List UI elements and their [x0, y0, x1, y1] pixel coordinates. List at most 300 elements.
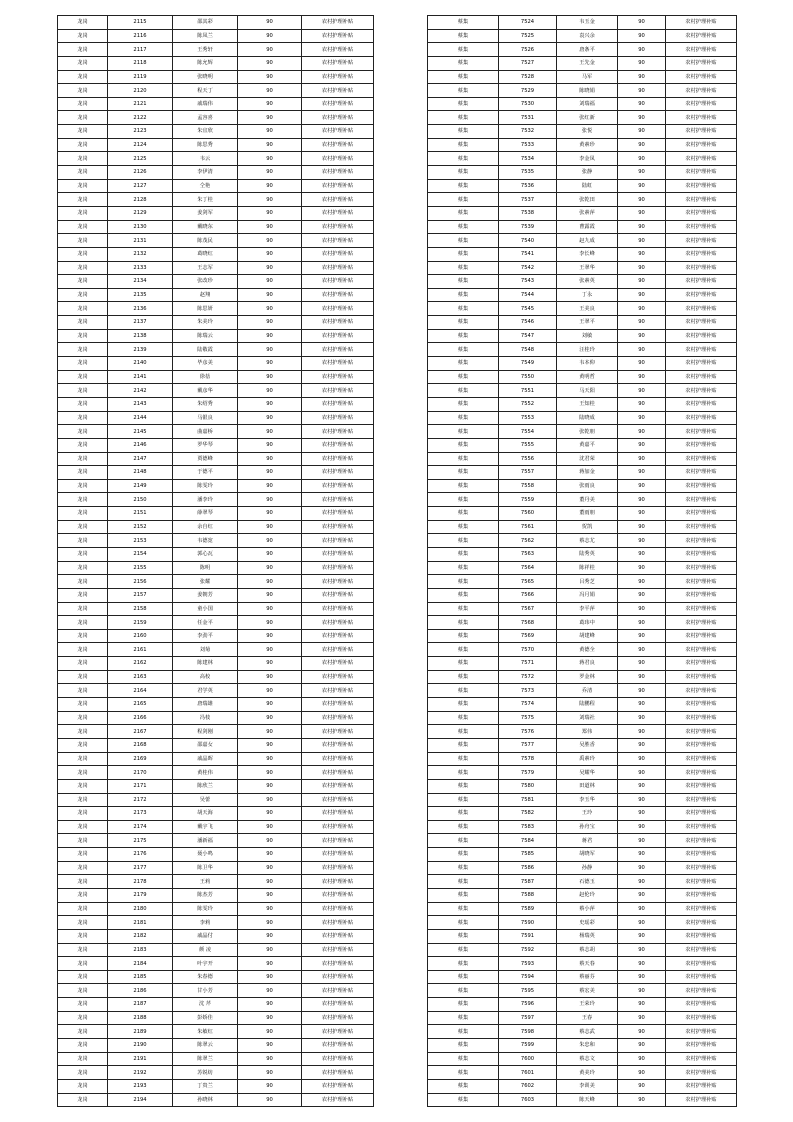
- number-cell: 2185: [108, 970, 173, 984]
- amount-cell: 90: [618, 70, 666, 84]
- name-cell: 王知桂: [557, 397, 618, 411]
- number-cell: 2184: [108, 957, 173, 971]
- amount-cell: 90: [238, 357, 302, 371]
- amount-cell: 90: [618, 1066, 666, 1080]
- town-cell: 蔡集: [428, 902, 499, 916]
- subsidy-type-cell: 农村护理补贴: [302, 397, 374, 411]
- subsidy-type-cell: 农村护理补贴: [666, 1039, 737, 1053]
- number-cell: 7534: [499, 152, 557, 166]
- amount-cell: 90: [238, 561, 302, 575]
- table-row: [58, 711, 374, 725]
- number-cell: 2134: [108, 275, 173, 289]
- name-cell: 葛晓红: [173, 247, 238, 261]
- amount-cell: 90: [618, 916, 666, 930]
- number-cell: 2140: [108, 357, 173, 371]
- name-cell: 陈思秀: [173, 138, 238, 152]
- name-cell: 朱美玲: [173, 316, 238, 330]
- number-cell: 7560: [499, 507, 557, 521]
- name-cell: 张素英: [557, 275, 618, 289]
- town-cell: 蔡集: [428, 29, 499, 43]
- name-cell: 郑伟: [557, 725, 618, 739]
- town-cell: 蔡集: [428, 138, 499, 152]
- subsidy-type-cell: 农村护理补贴: [666, 916, 737, 930]
- table-row: [428, 479, 737, 493]
- table-row: [428, 848, 737, 862]
- name-cell: 甘小芳: [173, 984, 238, 998]
- town-cell: 龙岗: [58, 616, 108, 630]
- name-cell: 程剑刚: [173, 725, 238, 739]
- table-row: [428, 370, 737, 384]
- number-cell: 7524: [499, 16, 557, 30]
- amount-cell: 90: [238, 370, 302, 384]
- subsidy-type-cell: 农村护理补贴: [302, 957, 374, 971]
- table-row: [428, 766, 737, 780]
- amount-cell: 90: [618, 752, 666, 766]
- amount-cell: 90: [238, 466, 302, 480]
- name-cell: 邵其彩: [173, 16, 238, 30]
- amount-cell: 90: [618, 479, 666, 493]
- table-row: [428, 493, 737, 507]
- subsidy-type-cell: 农村护理补贴: [666, 889, 737, 903]
- town-cell: 龙岗: [58, 807, 108, 821]
- amount-cell: 90: [618, 29, 666, 43]
- town-cell: 蔡集: [428, 316, 499, 330]
- amount-cell: 90: [618, 193, 666, 207]
- number-cell: 7589: [499, 902, 557, 916]
- name-cell: 于德平: [173, 466, 238, 480]
- amount-cell: 90: [618, 929, 666, 943]
- town-cell: 龙岗: [58, 16, 108, 30]
- number-cell: 7588: [499, 889, 557, 903]
- number-cell: 2167: [108, 725, 173, 739]
- number-cell: 7559: [499, 493, 557, 507]
- subsidy-type-cell: 农村护理补贴: [302, 657, 374, 671]
- subsidy-type-cell: 农村护理补贴: [666, 848, 737, 862]
- subsidy-type-cell: 农村护理补贴: [666, 1093, 737, 1107]
- number-cell: 2190: [108, 1039, 173, 1053]
- table-row: [58, 657, 374, 671]
- amount-cell: 90: [618, 616, 666, 630]
- town-cell: 蔡集: [428, 1079, 499, 1093]
- number-cell: 2152: [108, 520, 173, 534]
- table-row: [58, 698, 374, 712]
- town-cell: 蔡集: [428, 261, 499, 275]
- table-row: [58, 1011, 374, 1025]
- amount-cell: 90: [238, 343, 302, 357]
- roster-table-left: [57, 15, 374, 1107]
- town-cell: 龙岗: [58, 247, 108, 261]
- amount-cell: 90: [238, 138, 302, 152]
- subsidy-type-cell: 农村护理补贴: [302, 1025, 374, 1039]
- table-row: [428, 234, 737, 248]
- subsidy-type-cell: 农村护理补贴: [302, 479, 374, 493]
- number-cell: 2124: [108, 138, 173, 152]
- town-cell: 龙岗: [58, 384, 108, 398]
- subsidy-type-cell: 农村护理补贴: [666, 861, 737, 875]
- subsidy-type-cell: 农村护理补贴: [666, 588, 737, 602]
- number-cell: 7555: [499, 438, 557, 452]
- number-cell: 2159: [108, 616, 173, 630]
- name-cell: 张改珍: [173, 275, 238, 289]
- number-cell: 7585: [499, 848, 557, 862]
- subsidy-type-cell: 农村护理补贴: [666, 411, 737, 425]
- town-cell: 蔡集: [428, 206, 499, 220]
- subsidy-type-cell: 农村护理补贴: [666, 384, 737, 398]
- table-row: [428, 984, 737, 998]
- name-cell: 王先金: [557, 56, 618, 70]
- town-cell: 蔡集: [428, 357, 499, 371]
- subsidy-type-cell: 农村护理补贴: [302, 820, 374, 834]
- town-cell: 蔡集: [428, 984, 499, 998]
- amount-cell: 90: [238, 575, 302, 589]
- town-cell: 龙岗: [58, 984, 108, 998]
- name-cell: 陈雯玲: [173, 479, 238, 493]
- subsidy-type-cell: 农村护理补贴: [302, 943, 374, 957]
- number-cell: 7564: [499, 561, 557, 575]
- number-cell: 7541: [499, 247, 557, 261]
- table-row: [428, 275, 737, 289]
- number-cell: 2177: [108, 861, 173, 875]
- table-row: [58, 1079, 374, 1093]
- amount-cell: 90: [618, 602, 666, 616]
- number-cell: 2178: [108, 875, 173, 889]
- town-cell: 龙岗: [58, 70, 108, 84]
- amount-cell: 90: [618, 1011, 666, 1025]
- number-cell: 7599: [499, 1039, 557, 1053]
- town-cell: 蔡集: [428, 1052, 499, 1066]
- amount-cell: 90: [618, 179, 666, 193]
- number-cell: 7525: [499, 29, 557, 43]
- town-cell: 龙岗: [58, 779, 108, 793]
- name-cell: 董雨朋: [557, 507, 618, 521]
- name-cell: 李金凤: [557, 152, 618, 166]
- name-cell: 吴耀华: [557, 766, 618, 780]
- name-cell: 程天丁: [173, 84, 238, 98]
- number-cell: 2168: [108, 738, 173, 752]
- table-row: [58, 166, 374, 180]
- subsidy-type-cell: 农村护理补贴: [666, 507, 737, 521]
- table-row: [58, 70, 374, 84]
- amount-cell: 90: [618, 738, 666, 752]
- number-cell: 2172: [108, 793, 173, 807]
- name-cell: 陈建林: [173, 657, 238, 671]
- amount-cell: 90: [238, 807, 302, 821]
- subsidy-type-cell: 农村护理补贴: [302, 698, 374, 712]
- amount-cell: 90: [238, 43, 302, 57]
- subsidy-type-cell: 农村护理补贴: [302, 261, 374, 275]
- subsidy-type-cell: 农村护理补贴: [302, 902, 374, 916]
- town-cell: 龙岗: [58, 629, 108, 643]
- name-cell: 邵嘉女: [173, 738, 238, 752]
- number-cell: 2155: [108, 561, 173, 575]
- subsidy-type-cell: 农村护理补贴: [666, 479, 737, 493]
- number-cell: 2126: [108, 166, 173, 180]
- town-cell: 蔡集: [428, 643, 499, 657]
- amount-cell: 90: [618, 493, 666, 507]
- table-row: [428, 861, 737, 875]
- number-cell: 7550: [499, 370, 557, 384]
- amount-cell: 90: [618, 957, 666, 971]
- amount-cell: 90: [618, 766, 666, 780]
- name-cell: 王春: [557, 1011, 618, 1025]
- town-cell: 龙岗: [58, 1052, 108, 1066]
- name-cell: 吴胜香: [557, 738, 618, 752]
- amount-cell: 90: [618, 793, 666, 807]
- amount-cell: 90: [238, 125, 302, 139]
- table-row: [428, 43, 737, 57]
- subsidy-type-cell: 农村护理补贴: [666, 534, 737, 548]
- subsidy-type-cell: 农村护理补贴: [666, 493, 737, 507]
- amount-cell: 90: [618, 779, 666, 793]
- table-row: [58, 561, 374, 575]
- number-cell: 2164: [108, 684, 173, 698]
- town-cell: 龙岗: [58, 698, 108, 712]
- amount-cell: 90: [238, 547, 302, 561]
- name-cell: 朱丁桂: [173, 193, 238, 207]
- subsidy-type-cell: 农村护理补贴: [666, 1066, 737, 1080]
- name-cell: 赵九成: [557, 234, 618, 248]
- amount-cell: 90: [618, 1025, 666, 1039]
- subsidy-type-cell: 农村护理补贴: [666, 602, 737, 616]
- table-row: [58, 752, 374, 766]
- subsidy-type-cell: 农村护理补贴: [302, 534, 374, 548]
- table-row: [428, 247, 737, 261]
- name-cell: 张耀: [173, 575, 238, 589]
- amount-cell: 90: [238, 329, 302, 343]
- subsidy-type-cell: 农村护理补贴: [666, 984, 737, 998]
- amount-cell: 90: [238, 725, 302, 739]
- number-cell: 2147: [108, 452, 173, 466]
- name-cell: 赵翔: [173, 288, 238, 302]
- table-row: [58, 411, 374, 425]
- amount-cell: 90: [618, 902, 666, 916]
- number-cell: 2162: [108, 657, 173, 671]
- table-row: [58, 43, 374, 57]
- subsidy-type-cell: 农村护理补贴: [666, 998, 737, 1012]
- town-cell: 蔡集: [428, 397, 499, 411]
- table-row: [58, 479, 374, 493]
- subsidy-type-cell: 农村护理补贴: [666, 329, 737, 343]
- amount-cell: 90: [618, 384, 666, 398]
- subsidy-type-cell: 农村护理补贴: [302, 43, 374, 57]
- number-cell: 7602: [499, 1079, 557, 1093]
- number-cell: 2161: [108, 643, 173, 657]
- amount-cell: 90: [238, 588, 302, 602]
- amount-cell: 90: [618, 629, 666, 643]
- number-cell: 7532: [499, 125, 557, 139]
- name-cell: 王荣玲: [557, 998, 618, 1012]
- name-cell: 罗金林: [557, 670, 618, 684]
- town-cell: 蔡集: [428, 70, 499, 84]
- town-cell: 蔡集: [428, 302, 499, 316]
- number-cell: 2169: [108, 752, 173, 766]
- name-cell: 陈天峰: [557, 1093, 618, 1107]
- table-row: [58, 547, 374, 561]
- table-row: [428, 138, 737, 152]
- subsidy-type-cell: 农村护理补贴: [302, 643, 374, 657]
- amount-cell: 90: [618, 152, 666, 166]
- table-row: [428, 220, 737, 234]
- number-cell: 7570: [499, 643, 557, 657]
- subsidy-type-cell: 农村护理补贴: [666, 357, 737, 371]
- town-cell: 龙岗: [58, 329, 108, 343]
- subsidy-type-cell: 农村护理补贴: [302, 438, 374, 452]
- town-cell: 蔡集: [428, 1011, 499, 1025]
- name-cell: 毕彦美: [173, 357, 238, 371]
- amount-cell: 90: [618, 698, 666, 712]
- subsidy-type-cell: 农村护理补贴: [302, 1093, 374, 1107]
- amount-cell: 90: [618, 370, 666, 384]
- name-cell: 黄桂伟: [173, 766, 238, 780]
- name-cell: 胡晓军: [557, 848, 618, 862]
- town-cell: 蔡集: [428, 970, 499, 984]
- number-cell: 7593: [499, 957, 557, 971]
- amount-cell: 90: [618, 234, 666, 248]
- amount-cell: 90: [238, 629, 302, 643]
- table-row: [58, 520, 374, 534]
- table-row: [428, 575, 737, 589]
- table-row: [58, 1093, 374, 1107]
- town-cell: 龙岗: [58, 493, 108, 507]
- town-cell: 蔡集: [428, 929, 499, 943]
- table-row: [428, 1025, 737, 1039]
- number-cell: 7528: [499, 70, 557, 84]
- name-cell: 蔡志尤: [557, 534, 618, 548]
- subsidy-type-cell: 农村护理补贴: [302, 343, 374, 357]
- amount-cell: 90: [618, 861, 666, 875]
- town-cell: 龙岗: [58, 84, 108, 98]
- name-cell: 乔清: [557, 684, 618, 698]
- name-cell: 戴晓东: [173, 220, 238, 234]
- table-row: [58, 861, 374, 875]
- amount-cell: 90: [618, 288, 666, 302]
- amount-cell: 90: [618, 875, 666, 889]
- subsidy-type-cell: 农村护理补贴: [666, 520, 737, 534]
- amount-cell: 90: [238, 425, 302, 439]
- name-cell: 陈明: [173, 561, 238, 575]
- name-cell: 沈 芹: [173, 998, 238, 1012]
- table-row: [428, 84, 737, 98]
- table-row: [428, 875, 737, 889]
- amount-cell: 90: [618, 534, 666, 548]
- town-cell: 龙岗: [58, 848, 108, 862]
- number-cell: 2130: [108, 220, 173, 234]
- table-row: [58, 261, 374, 275]
- amount-cell: 90: [618, 438, 666, 452]
- name-cell: 胡建峰: [557, 629, 618, 643]
- town-cell: 龙岗: [58, 507, 108, 521]
- amount-cell: 90: [238, 520, 302, 534]
- town-cell: 龙岗: [58, 916, 108, 930]
- subsidy-type-cell: 农村护理补贴: [302, 1079, 374, 1093]
- table-row: [428, 643, 737, 657]
- subsidy-type-cell: 农村护理补贴: [666, 166, 737, 180]
- table-row: [428, 520, 737, 534]
- amount-cell: 90: [238, 793, 302, 807]
- table-row: [58, 766, 374, 780]
- number-cell: 2182: [108, 929, 173, 943]
- number-cell: 7536: [499, 179, 557, 193]
- number-cell: 2187: [108, 998, 173, 1012]
- table-row: [428, 698, 737, 712]
- number-cell: 7590: [499, 916, 557, 930]
- table-row: [428, 452, 737, 466]
- table-row: [428, 943, 737, 957]
- name-cell: 蔡宏美: [557, 984, 618, 998]
- table-row: [428, 834, 737, 848]
- town-cell: 蔡集: [428, 725, 499, 739]
- number-cell: 2123: [108, 125, 173, 139]
- town-cell: 蔡集: [428, 588, 499, 602]
- table-row: [428, 111, 737, 125]
- name-cell: 陈雯玲: [173, 902, 238, 916]
- table-row: [58, 425, 374, 439]
- number-cell: 7529: [499, 84, 557, 98]
- subsidy-type-cell: 农村护理补贴: [302, 411, 374, 425]
- name-cell: 刘敏: [557, 329, 618, 343]
- amount-cell: 90: [618, 316, 666, 330]
- subsidy-type-cell: 农村护理补贴: [666, 561, 737, 575]
- amount-cell: 90: [618, 16, 666, 30]
- number-cell: 7566: [499, 588, 557, 602]
- number-cell: 2127: [108, 179, 173, 193]
- amount-cell: 90: [618, 97, 666, 111]
- table-row: [428, 206, 737, 220]
- number-cell: 2189: [108, 1025, 173, 1039]
- name-cell: 陈翠兰: [173, 1052, 238, 1066]
- number-cell: 2135: [108, 288, 173, 302]
- amount-cell: 90: [238, 29, 302, 43]
- number-cell: 2173: [108, 807, 173, 821]
- name-cell: 陆晓成: [557, 411, 618, 425]
- town-cell: 龙岗: [58, 316, 108, 330]
- subsidy-type-cell: 农村护理补贴: [302, 998, 374, 1012]
- amount-cell: 90: [238, 875, 302, 889]
- table-row: [58, 970, 374, 984]
- number-cell: 2145: [108, 425, 173, 439]
- town-cell: 龙岗: [58, 193, 108, 207]
- amount-cell: 90: [618, 657, 666, 671]
- amount-cell: 90: [238, 970, 302, 984]
- amount-cell: 90: [238, 70, 302, 84]
- name-cell: 苏锐纺: [173, 1066, 238, 1080]
- name-cell: 唐瑞雄: [173, 698, 238, 712]
- amount-cell: 90: [618, 998, 666, 1012]
- name-cell: 马银良: [173, 411, 238, 425]
- name-cell: 朱忠和: [557, 1039, 618, 1053]
- subsidy-type-cell: 农村护理补贴: [302, 152, 374, 166]
- name-cell: 唐条平: [557, 43, 618, 57]
- amount-cell: 90: [618, 725, 666, 739]
- table-row: [58, 329, 374, 343]
- subsidy-type-cell: 农村护理补贴: [302, 1066, 374, 1080]
- table-row: [428, 534, 737, 548]
- subsidy-type-cell: 农村护理补贴: [302, 302, 374, 316]
- table-row: [428, 261, 737, 275]
- subsidy-type-cell: 农村护理补贴: [666, 138, 737, 152]
- amount-cell: 90: [238, 984, 302, 998]
- subsidy-type-cell: 农村护理补贴: [666, 766, 737, 780]
- name-cell: 冯月娟: [557, 588, 618, 602]
- name-cell: 王秀轩: [173, 43, 238, 57]
- table-row: [428, 820, 737, 834]
- town-cell: 蔡集: [428, 43, 499, 57]
- number-cell: 7530: [499, 97, 557, 111]
- subsidy-type-cell: 农村护理补贴: [666, 466, 737, 480]
- number-cell: 7578: [499, 752, 557, 766]
- town-cell: 蔡集: [428, 125, 499, 139]
- name-cell: 王志军: [173, 261, 238, 275]
